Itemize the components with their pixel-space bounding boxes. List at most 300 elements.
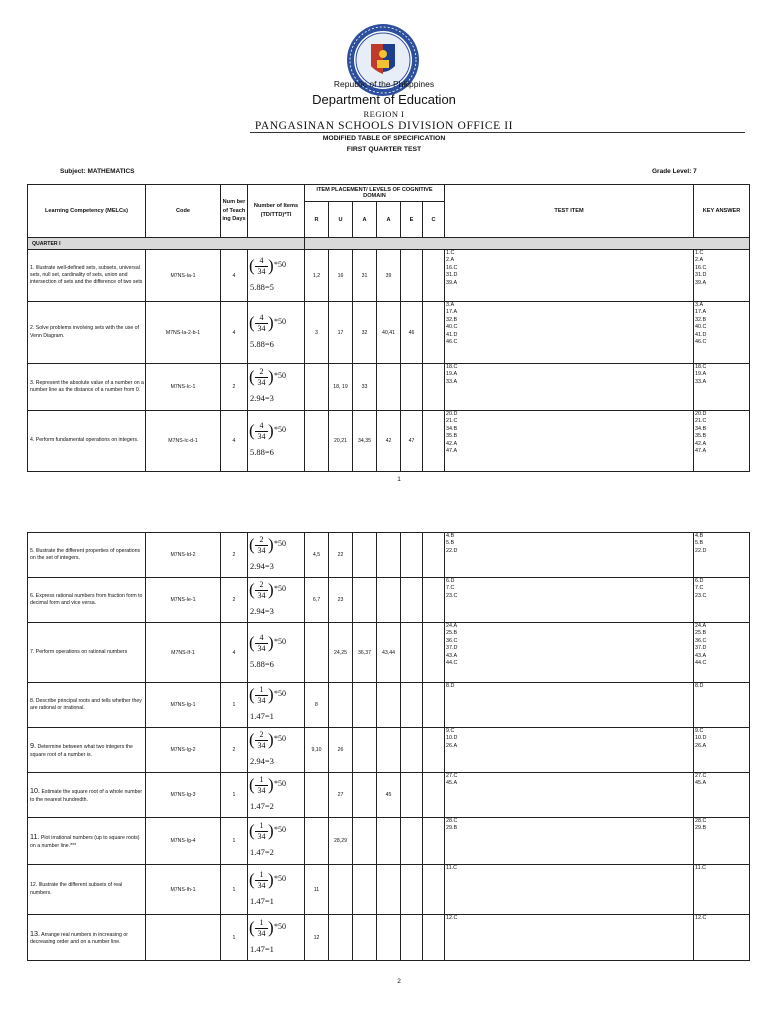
level-r-cell [305, 818, 329, 865]
competency-cell [28, 683, 146, 728]
key-answer: 9.C [695, 728, 704, 734]
competency-cell [28, 250, 146, 302]
test-item: 5.B [446, 540, 455, 547]
left-paren: ( [249, 685, 255, 704]
competency-text: 5. Illustrate the different properties of operations on the set of integers. [30, 547, 141, 561]
key-answer-cell [694, 915, 750, 961]
key-answer: 36.C [695, 637, 707, 644]
level-c-cell [423, 818, 445, 865]
days-cell: 4 [221, 302, 248, 364]
formula-numerator: 4 [259, 312, 264, 322]
formula-denominator: 34 [257, 928, 266, 938]
formula-denominator: 34 [257, 880, 266, 890]
items-formula [248, 773, 298, 817]
key-answer: 37.D [695, 645, 707, 652]
competency-text: 3. Represent the absolute value of a number on a number line as the distance of a number from 0. [30, 379, 144, 393]
items-formula-cell [248, 915, 305, 961]
right-paren: ) [268, 869, 274, 889]
test-item: 28.C [446, 818, 458, 824]
test-item-cell [445, 683, 694, 728]
left-paren: ( [249, 730, 255, 749]
right-paren: ) [268, 255, 274, 275]
key-answer-cell [694, 533, 750, 578]
code-cell: M7NS-Ia-2-b-1 [146, 302, 221, 364]
formula-denominator: 34 [257, 696, 266, 705]
items-formula-cell [248, 533, 305, 578]
items-formula [248, 419, 298, 463]
level-e-cell [401, 533, 423, 578]
key-answer: 45.A [695, 780, 707, 787]
test-item: 8.D [446, 683, 455, 689]
items-formula-cell [248, 364, 305, 411]
key-answer: 35.B [695, 433, 707, 440]
level-a2-cell [377, 915, 401, 961]
key-answer: 43.A [695, 652, 707, 659]
days-cell: 1 [221, 915, 248, 961]
competency-cell [28, 773, 146, 818]
items-formula-cell [248, 302, 305, 364]
left-paren: ( [249, 367, 255, 386]
level-c-cell [423, 623, 445, 683]
competency-number: 9. [30, 741, 36, 751]
test-item: 34.B [446, 425, 458, 432]
formula-result: 1.47=2 [250, 801, 274, 811]
items-formula-cell [248, 623, 305, 683]
col-e: E [401, 202, 423, 238]
col-u: U [329, 202, 353, 238]
competency-row [28, 865, 750, 915]
left-paren: ( [249, 917, 255, 937]
test-item: 43.A [446, 652, 458, 659]
code-cell: M7NS-Ig-4 [146, 818, 221, 865]
key-answer: 25.B [695, 630, 707, 637]
level-c-cell [423, 728, 445, 773]
level-e-cell [401, 728, 423, 773]
test-item: 9.C [446, 728, 455, 734]
formula-result: 5.88=5 [250, 281, 274, 292]
level-r-cell [305, 411, 329, 472]
days-cell: 1 [221, 865, 248, 915]
items-formula [248, 311, 298, 355]
code-cell: M7NS-Ic-d-1 [146, 411, 221, 472]
competency-cell [28, 865, 146, 915]
items-formula-cell [248, 578, 305, 623]
level-e-cell: 46 [401, 302, 423, 364]
test-item: 18.C [446, 364, 458, 370]
formula-numerator: 1 [259, 917, 264, 927]
items-formula [248, 683, 298, 727]
formula-denominator: 34 [257, 323, 266, 333]
formula-denominator: 34 [257, 378, 266, 387]
level-e-cell [401, 364, 423, 411]
test-item: 3.A [446, 302, 455, 308]
items-formula [248, 916, 298, 960]
formula-result: 1.47=1 [250, 711, 274, 721]
items-formula-cell [248, 818, 305, 865]
level-a1-cell [353, 865, 377, 915]
level-a2-cell: 40,41 [377, 302, 401, 364]
key-answer: 12.C [695, 915, 707, 921]
formula-numerator: 4 [259, 632, 264, 642]
items-formula-cell [248, 865, 305, 915]
left-paren: ( [249, 821, 255, 840]
key-answer: 47.A [695, 448, 707, 455]
test-item-cell [445, 364, 694, 411]
level-r-cell: 1,2 [305, 250, 329, 302]
formula-result: 2.94=3 [250, 756, 274, 766]
competency-row [28, 533, 750, 578]
level-a2-cell: 39 [377, 250, 401, 302]
level-a2-cell [377, 533, 401, 578]
competency-cell [28, 302, 146, 364]
level-a2-cell [377, 818, 401, 865]
competency-text: 1. Illustrate well-defined sets, subsets, universal sets, null set, cardinality of sets, union and intersection of sets and the difference of two sets [30, 264, 143, 285]
competency-number: 13. [30, 928, 40, 938]
level-r-cell: 6,7 [305, 578, 329, 623]
test-item: 11.C [446, 865, 457, 871]
right-paren: ) [268, 580, 274, 599]
level-u-cell [329, 683, 353, 728]
level-r-cell: 11 [305, 865, 329, 915]
code-cell: M7NS-If-1 [146, 623, 221, 683]
items-formula-cell [248, 250, 305, 302]
grade-level-label: Grade Level: 7 [652, 168, 697, 175]
right-paren: ) [268, 685, 274, 704]
level-a1-cell [353, 533, 377, 578]
competency-text: Arrange real numbers in increasing or decreasing order and on a number line. [30, 931, 128, 945]
right-paren: ) [268, 535, 274, 554]
left-paren: ( [249, 312, 255, 332]
quarter-label: QUARTER I [28, 238, 305, 250]
formula-numerator: 1 [259, 821, 264, 830]
key-answer: 17.A [695, 309, 707, 316]
right-paren: ) [268, 730, 274, 749]
competency-text: Estimate the square root of a whole number to the nearest hundredth. [30, 789, 143, 803]
key-answer: 11.C [695, 865, 706, 871]
key-answer: 2.A [695, 257, 704, 264]
key-answer: 40.C [695, 324, 707, 331]
key-answer: 16.C [695, 264, 707, 271]
competency-text: 7. Perform operations on rational numbers [30, 648, 128, 655]
left-paren: ( [249, 775, 255, 794]
formula-multiplier: *50 [274, 371, 286, 380]
items-formula [248, 631, 298, 675]
level-u-cell: 27 [329, 773, 353, 818]
competency-cell [28, 578, 146, 623]
days-cell: 1 [221, 773, 248, 818]
key-answer-cell [694, 578, 750, 623]
level-a1-cell [353, 683, 377, 728]
competency-cell [28, 728, 146, 773]
formula-multiplier: *50 [274, 316, 286, 326]
items-formula [248, 728, 298, 772]
region-label: REGION I [363, 109, 405, 119]
days-cell: 4 [221, 623, 248, 683]
key-answer: 32.B [695, 316, 707, 323]
tos-table-page-1 [27, 184, 750, 472]
key-answer: 8.D [695, 683, 704, 689]
test-title: FIRST QUARTER TEST [346, 146, 422, 153]
competency-row [28, 773, 750, 818]
level-c-cell [423, 533, 445, 578]
formula-multiplier: *50 [274, 873, 286, 883]
key-answer: 6.D [695, 578, 704, 584]
level-u-cell: 18, 19 [329, 364, 353, 411]
items-formula-cell [248, 773, 305, 818]
key-answer: 44.C [695, 660, 707, 667]
level-u-cell: 22 [329, 533, 353, 578]
level-u-cell: 28,29 [329, 818, 353, 865]
test-item-cell [445, 250, 694, 302]
competency-text: 8. Describe principal roots and tells whether they are rational or irrational. [30, 697, 142, 711]
test-item-cell [445, 623, 694, 683]
right-paren: ) [268, 367, 274, 386]
items-formula [248, 365, 298, 409]
formula-multiplier: *50 [274, 779, 286, 788]
code-cell: M7NS-Id-2 [146, 533, 221, 578]
competency-cell [28, 364, 146, 411]
formula-result: 1.47=1 [250, 895, 274, 906]
col-days: Num ber of Teach ing Days [221, 185, 248, 238]
level-c-cell [423, 683, 445, 728]
formula-result: 5.88=6 [250, 658, 274, 669]
formula-multiplier: *50 [274, 259, 286, 269]
key-answer: 5.B [695, 540, 704, 547]
left-paren: ( [249, 535, 255, 554]
competency-row [28, 302, 750, 364]
test-item: 2.A [446, 257, 455, 264]
days-cell: 4 [221, 411, 248, 472]
level-r-cell [305, 364, 329, 411]
days-cell: 2 [221, 578, 248, 623]
level-r-cell [305, 773, 329, 818]
days-cell: 2 [221, 364, 248, 411]
right-paren: ) [268, 775, 274, 794]
test-item: 27.C [446, 773, 458, 779]
level-e-cell: 47 [401, 411, 423, 472]
items-formula [248, 533, 298, 577]
formula-multiplier: *50 [274, 921, 286, 931]
level-c-cell [423, 250, 445, 302]
test-item: 12.C [446, 915, 458, 921]
competency-number: 10. [30, 786, 40, 796]
competency-text: 4. Perform fundamental operations on integers. [30, 437, 139, 444]
competency-text: 6. Express rational numbers from fraction form to decimal form and vice versa. [30, 592, 143, 606]
level-a2-cell [377, 578, 401, 623]
right-paren: ) [268, 312, 274, 332]
level-a2-cell [377, 364, 401, 411]
level-c-cell [423, 302, 445, 364]
col-r: R [305, 202, 329, 238]
key-answer: 31.D [695, 272, 707, 279]
formula-result: 1.47=2 [250, 847, 274, 857]
items-formula-cell [248, 683, 305, 728]
code-cell: M7NS-Ih-1 [146, 865, 221, 915]
division-label: PANGASINAN SCHOOLS DIVISION OFFICE II [254, 120, 514, 132]
formula-denominator: 34 [257, 266, 266, 276]
col-competency: Learning Competency (MELCs) [28, 185, 146, 238]
level-a2-cell: 45 [377, 773, 401, 818]
key-answer: 19.A [695, 371, 707, 378]
test-item: 22.D [446, 547, 458, 554]
col-a1: A [353, 202, 377, 238]
key-answer: 23.C [695, 592, 707, 599]
competency-row [28, 683, 750, 728]
key-answer: 18.C [695, 364, 707, 370]
formula-multiplier: *50 [274, 825, 286, 834]
formula-result: 2.94=3 [250, 393, 274, 403]
test-item: 36.C [446, 637, 458, 644]
col-a2: A [377, 202, 401, 238]
key-answer: 10.D [695, 735, 707, 742]
col-items: Number of Items (TD/TTD)*TI [248, 185, 305, 238]
level-r-cell [305, 623, 329, 683]
formula-numerator: 1 [259, 685, 264, 694]
code-cell: M7NS-Ic-1 [146, 364, 221, 411]
test-item: 44.C [446, 660, 458, 667]
code-cell [146, 915, 221, 961]
competency-row [28, 364, 750, 411]
items-formula-cell [248, 411, 305, 472]
formula-result: 5.88=6 [250, 447, 274, 457]
level-c-cell [423, 915, 445, 961]
competency-row [28, 728, 750, 773]
col-placement: ITEM PLACEMENT/ LEVELS OF COGNITIVE DOMAIN [305, 185, 445, 202]
test-item: 6.D [446, 578, 455, 584]
key-answer-cell [694, 683, 750, 728]
days-cell: 4 [221, 250, 248, 302]
days-cell: 1 [221, 818, 248, 865]
level-e-cell [401, 250, 423, 302]
test-item: 33.A [446, 378, 458, 385]
test-item: 17.A [446, 309, 458, 316]
level-u-cell: 16 [329, 250, 353, 302]
competency-row [28, 818, 750, 865]
level-a1-cell: 34,35 [353, 411, 377, 472]
key-answer: 46.C [695, 339, 707, 346]
level-a1-cell: 31 [353, 250, 377, 302]
key-answer: 39.A [695, 279, 707, 286]
key-answer: 7.C [695, 585, 704, 592]
left-paren: ( [249, 421, 255, 440]
level-a1-cell: 32 [353, 302, 377, 364]
key-answer: 27.C [695, 773, 707, 779]
key-answer: 26.A [695, 742, 707, 749]
key-answer: 4.B [695, 533, 704, 539]
code-cell: M7NS-Ig-3 [146, 773, 221, 818]
key-answer: 29.B [695, 825, 707, 832]
key-answer-cell [694, 411, 750, 472]
formula-denominator: 34 [257, 546, 266, 555]
level-a2-cell: 42 [377, 411, 401, 472]
key-answer: 22.D [695, 547, 707, 554]
key-answer-cell [694, 773, 750, 818]
level-a1-cell [353, 773, 377, 818]
test-item-cell [445, 818, 694, 865]
test-item: 26.A [446, 742, 458, 749]
test-item: 25.B [446, 630, 458, 637]
test-item: 41.D [446, 331, 458, 338]
level-a1-cell [353, 728, 377, 773]
test-item: 4.B [446, 533, 455, 539]
test-item: 39.A [446, 279, 458, 286]
formula-denominator: 34 [257, 741, 266, 750]
test-item-cell [445, 728, 694, 773]
level-e-cell [401, 578, 423, 623]
formula-denominator: 34 [257, 786, 266, 795]
key-answer-cell [694, 865, 750, 915]
col-key: KEY ANSWER [694, 185, 750, 238]
level-u-cell: 26 [329, 728, 353, 773]
formula-numerator: 4 [259, 421, 264, 430]
level-a1-cell [353, 915, 377, 961]
test-item: 21.C [446, 418, 458, 425]
formula-numerator: 1 [259, 775, 264, 784]
formula-multiplier: *50 [274, 539, 286, 548]
items-formula [248, 254, 298, 298]
formula-multiplier: *50 [274, 425, 286, 434]
formula-numerator: 2 [259, 580, 264, 589]
code-cell: M7NS-Ig-2 [146, 728, 221, 773]
level-a1-cell [353, 578, 377, 623]
level-r-cell: 9,10 [305, 728, 329, 773]
test-item: 10.D [446, 735, 458, 742]
formula-numerator: 2 [259, 730, 264, 739]
left-paren: ( [249, 580, 255, 599]
key-answer-cell [694, 728, 750, 773]
key-answer: 24.A [695, 623, 707, 629]
level-c-cell [423, 364, 445, 411]
formula-multiplier: *50 [274, 636, 286, 646]
test-item-cell [445, 533, 694, 578]
competency-text: Determine between what two integers the square root of a number is. [30, 744, 133, 758]
test-item: 31.D [446, 272, 458, 279]
code-cell: M7NS-Ie-1 [146, 578, 221, 623]
test-item: 45.A [446, 780, 458, 787]
test-item: 32.B [446, 316, 458, 323]
formula-result: 2.94=3 [250, 606, 274, 616]
level-c-cell [423, 578, 445, 623]
col-code: Code [146, 185, 221, 238]
test-item: 7.C [446, 585, 455, 592]
level-u-cell: 24,25 [329, 623, 353, 683]
formula-multiplier: *50 [274, 584, 286, 593]
key-answer: 42.A [695, 440, 707, 447]
level-e-cell [401, 773, 423, 818]
formula-numerator: 4 [259, 255, 264, 265]
competency-row [28, 578, 750, 623]
competency-row [28, 411, 750, 472]
level-r-cell: 8 [305, 683, 329, 728]
page-number-1: 1 [397, 476, 401, 483]
formula-result: 2.94=3 [250, 561, 274, 571]
test-item: 24.A [446, 623, 458, 629]
code-cell: M7NS-Ia-1 [146, 250, 221, 302]
test-item: 19.A [446, 371, 458, 378]
items-formula-cell [248, 728, 305, 773]
test-item: 42.A [446, 440, 458, 447]
level-c-cell [423, 865, 445, 915]
key-answer-cell [694, 623, 750, 683]
right-paren: ) [268, 632, 274, 652]
level-a2-cell [377, 728, 401, 773]
key-answer: 21.C [695, 418, 707, 425]
competency-cell [28, 818, 146, 865]
formula-multiplier: *50 [274, 734, 286, 743]
left-paren: ( [249, 632, 255, 652]
competency-row [28, 623, 750, 683]
level-u-cell [329, 865, 353, 915]
